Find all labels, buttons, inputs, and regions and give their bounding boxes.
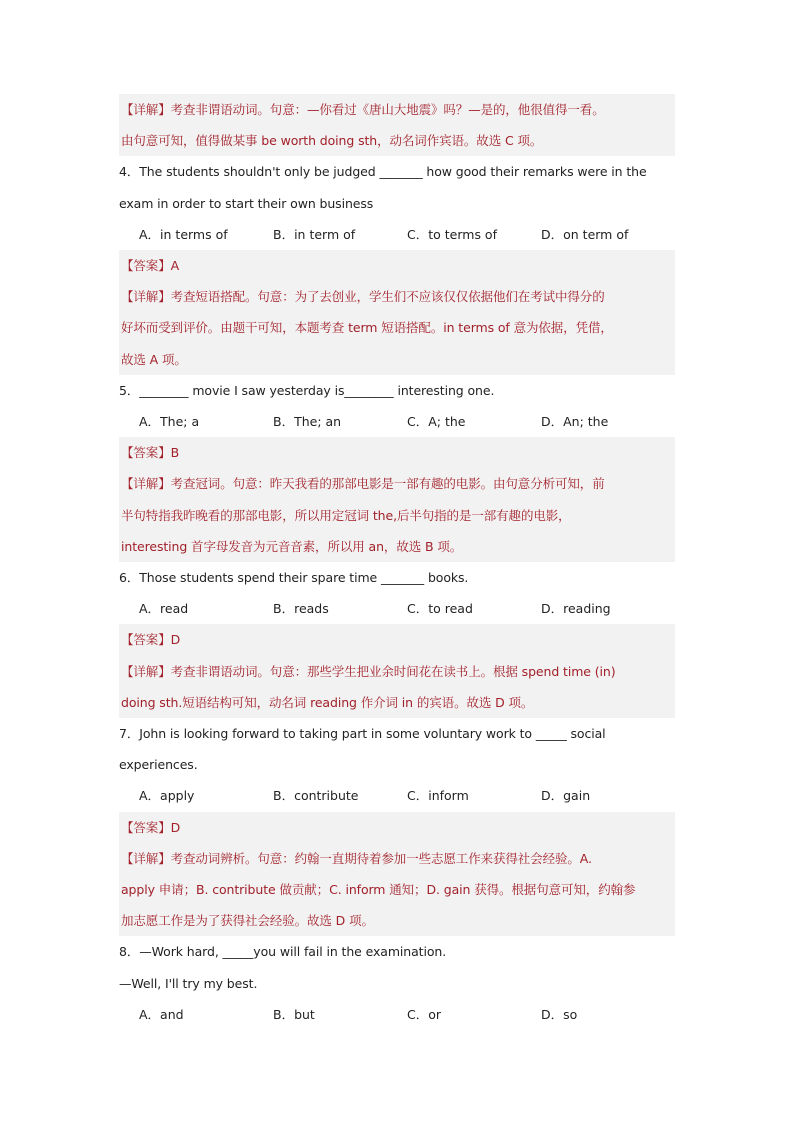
question-block [119,562,675,624]
question-line: —Well, I'll try my best. [119,975,258,991]
answer-line: doing sth.短语结构可知，动名词 reading 作介词 in 的宾语。故选 D 项。 [121,694,534,710]
answer-line: 【详解】考查冠词。句意：昨天我看的那部电影是一部有趣的电影。由句意分析可知，前 [121,476,605,492]
answer-explanation-block [119,94,675,156]
question-line: 8．—Work hard, _____you will fail in the examination. [119,944,447,960]
options-row [119,593,675,624]
option-b: B．reads [273,601,329,617]
answer-explanation-block [119,250,675,375]
option-c: C．to read [407,601,473,617]
question-block [119,156,675,250]
question-line: 7．John is looking forward to taking part in some voluntary work to _____ social [119,726,606,742]
option-b: B．The; an [273,414,342,430]
option-d: D．reading [541,601,611,617]
answer-line: apply 申请；B. contribute 做贡献；C. inform 通知；D. gain 获得。根据句意可知，约翰参 [121,882,636,898]
options-row [119,780,675,811]
answer-line: interesting 首字母发音为元音音素，所以用 an，故选 B 项。 [121,538,463,554]
answer-line: 加志愿工作是为了获得社会经验。故选 D 项。 [121,913,374,929]
option-a: A．and [139,1006,184,1022]
option-c: C．to terms of [407,226,497,242]
question-line: 6．Those students spend their spare time _______ books. [119,570,469,586]
option-d: D．gain [541,788,591,804]
question-block [119,718,675,812]
option-a: A．The; a [139,414,200,430]
answer-line: 【答案】A [121,258,180,274]
option-c: C．inform [407,788,469,804]
option-d: D．so [541,1006,578,1022]
answer-explanation-block [119,812,675,937]
answer-line: 好坏而受到评价。由题干可知，本题考查 term 短语搭配。in terms of 意为依据，凭借， [121,320,613,336]
options-row [119,999,675,1030]
answer-line: 【详解】考查非谓语动词。句意：—你看过《唐山大地震》吗？—是的，他很值得一看。 [121,102,605,117]
question-block [119,375,675,437]
answer-line: 【详解】考查非谓语动词。句意：那些学生把业余时间花在读书上。根据 spend time (in) [121,663,616,679]
options-row [119,219,675,250]
document-content [119,94,675,1030]
option-a: A．in terms of [139,226,228,242]
question-line: exam in order to start their own business [119,195,374,211]
answer-line: 【详解】考查短语搭配。句意：为了去创业，学生们不应该仅仅依据他们在考试中得分的 [121,289,605,305]
option-d: D．on term of [541,226,629,242]
answer-explanation-block [119,624,675,718]
option-b: B．in term of [273,226,356,242]
options-row [119,406,675,437]
answer-line: 半句特指我昨晚看的那部电影，所以用定冠词 the,后半句指的是一部有趣的电影， [121,507,571,523]
option-b: B．but [273,1006,315,1022]
answer-line: 【答案】D [121,632,181,648]
question-line: experiences. [119,757,198,773]
answer-line: 故选 A 项。 [121,351,187,367]
option-b: B．contribute [273,788,359,804]
answer-explanation-block [119,437,675,562]
question-line: 5．________ movie I saw yesterday is________ interesting one. [119,382,495,398]
option-d: D．An; the [541,414,609,430]
option-a: A．apply [139,788,195,804]
question-line: 4．The students shouldn't only be judged _______ how good their remarks were in the [119,164,647,180]
option-c: C．A; the [407,414,466,430]
option-a: A．read [139,601,189,617]
answer-line: 【详解】考查动词辨析。句意：约翰一直期待着参加一些志愿工作来获得社会经验。A. [121,850,592,866]
question-block [119,936,675,1030]
answer-line: 【答案】B [121,445,180,461]
option-c: C．or [407,1006,442,1022]
answer-line: 【答案】D [121,819,181,835]
answer-line: 由句意可知，值得做某事 be worth doing sth，动名词作宾语。故选 C 项。 [121,133,543,149]
